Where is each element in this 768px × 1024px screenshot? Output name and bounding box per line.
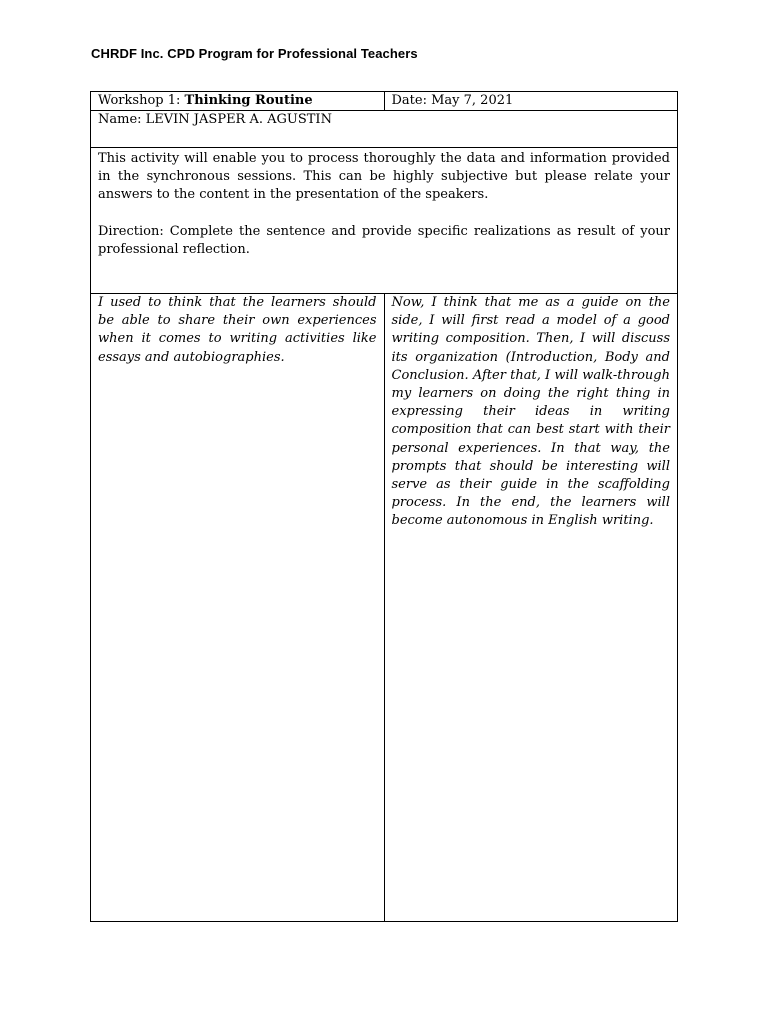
direction-paragraph: Direction: Complete the sentence and provide specific realizations as result of your professional reflection.	[98, 223, 670, 257]
workshop-row	[91, 92, 678, 111]
workshop-cell	[91, 92, 385, 111]
name-row	[91, 111, 678, 148]
workshop-title: Thinking Routine	[184, 93, 313, 108]
name-cell: Name: LEVIN JASPER A. AGUSTIN	[91, 111, 678, 148]
intro-paragraph: This activity will enable you to process thoroughly the data and information provided in the synchronous sessions. This can be highly subjective but please relate your answers to the content in the presentation of the speakers.	[98, 151, 670, 203]
now-i-think-cell: Now, I think that me as a guide on the side, I will first read a model of a good writing composition. Then, I will discuss its organization (Introduction, Body and Conclusion. After that, I will walk-through my learners on doing the right thing in expressing their ideas in writing composition that can best start with their personal experiences. In that way, the prompts that should be interesting will serve as their guide in the scaffolding process. In the end, the learners will become autonomous in English writing.	[384, 294, 678, 922]
reflection-row	[91, 294, 678, 922]
workshop-prefix: Workshop 1:	[98, 93, 185, 108]
instructions-row	[91, 148, 678, 294]
used-to-think-cell: I used to think that the learners should be able to share their own experiences when it comes to writing activities like essays and autobiographies.	[91, 294, 385, 922]
reflection-worksheet-table	[90, 91, 678, 922]
document-header: CHRDF Inc. CPD Program for Professional Teachers	[91, 46, 418, 61]
instructions-cell	[91, 148, 678, 294]
date-cell: Date: May 7, 2021	[384, 92, 678, 111]
